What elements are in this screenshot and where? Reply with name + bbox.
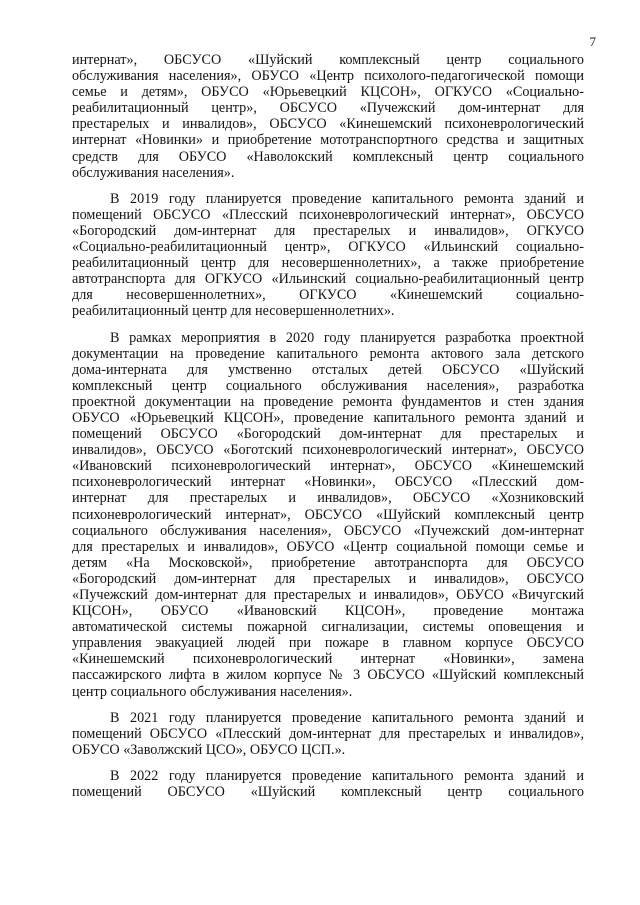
text-line: помещений ОБСУСО «Плесский дом-интернат для престарелых и инвалидов», xyxy=(72,725,584,742)
text-line: социального обслуживания населения», ОБСУСО «Пучежский дом-интернат xyxy=(72,522,584,539)
text-line: центр социального обслуживания населения». xyxy=(72,683,353,700)
text-line: средств для ОБУСО «Наволокский комплексный центр социального xyxy=(72,148,584,165)
text-line: реабилитационный центр для несовершеннолетних». xyxy=(72,303,395,320)
text-line: «Социально-реабилитационный центр», ОГКУСО «Ильинский социально- xyxy=(72,239,584,256)
page-number: 7 xyxy=(589,34,596,49)
text-line: интернат для престарелых и инвалидов», ОБСУСО «Хозниковский xyxy=(72,490,584,507)
text-line: инвалидов», ОБСУСО «Боготский психоневрологический интернат», ОБСУСО xyxy=(72,442,584,459)
text-line: автотранспорта для ОГКУСО «Ильинский социально-реабилитационный центр xyxy=(72,271,584,288)
text-line: пассажирского лифта в жилом корпусе № 3 ОБСУСО «Шуйский комплексный xyxy=(72,667,584,684)
text-line: В 2019 году планируется проведение капитального ремонта зданий и xyxy=(110,190,584,207)
text-line: ОБУСО «Юрьевецкий КЦСОН», проведение капитального ремонта зданий и xyxy=(72,409,584,426)
paragraph-p1 xyxy=(72,52,584,181)
text-line: психоневрологический интернат «Новинки», ОБСУСО «Плесский дом- xyxy=(72,474,584,491)
text-line: интернат «Новинки» и приобретение мототранспортного средства и защитных xyxy=(72,132,584,149)
text-line: В рамках мероприятия в 2020 году планируется разработка проектной xyxy=(110,329,584,346)
text-line: комплексный центр социального обслуживания населения», разработка xyxy=(72,377,584,394)
text-line: престарелых и инвалидов», ОБСУСО «Кинешемский психоневрологический xyxy=(72,116,584,133)
text-line: для несовершеннолетних», ОГКУСО «Кинешемский социально- xyxy=(72,287,584,304)
text-line: управления эвакуацией людей при пожаре в главном корпусе ОБСУСО xyxy=(72,635,584,652)
text-line: «Кинешемский психоневрологический интернат «Новинки», замена xyxy=(72,651,584,668)
text-line: помещений ОБСУСО «Плесский психоневрологический интернат», ОБСУСО xyxy=(72,206,584,223)
text-line: детям «На Московской», приобретение автотранспорта для ОБСУСО xyxy=(72,554,584,571)
text-line: обслуживания населения», ОБУСО «Центр психолого-педагогической помощи xyxy=(72,68,584,85)
paragraph-p4 xyxy=(72,710,584,758)
text-line: автоматической системы пожарной сигнализации, системы оповещения и xyxy=(72,619,584,636)
text-line: «Богородский дом-интернат для престарелых и инвалидов», ОГКУСО xyxy=(72,222,584,239)
text-line: ОБУСО «Заволжский ЦСО», ОБУСО ЦСП.». xyxy=(72,741,346,758)
text-line: КЦСОН», ОБУСО «Ивановский КЦСОН», проведение монтажа xyxy=(72,603,584,620)
text-line: «Ивановский психоневрологический интернат», ОБСУСО «Кинешемский xyxy=(72,458,584,475)
text-line: интернат», ОБСУСО «Шуйский комплексный центр социального xyxy=(72,52,584,68)
text-line: помещений ОБСУСО «Шуйский комплексный центр социального xyxy=(72,784,584,801)
text-line: реабилитационный центр», ОБСУСО «Пучежский дом-интернат для xyxy=(72,100,584,117)
text-line: В 2022 году планируется проведение капитального ремонта зданий и xyxy=(110,767,584,784)
text-line: проектной документации на проведение ремонта фундаментов и стен здания xyxy=(72,393,584,410)
text-line: психоневрологический интернат», ОБСУСО «Шуйский комплексный центр xyxy=(72,506,584,523)
text-line: помещений ОБСУСО «Богородский дом-интернат для престарелых и xyxy=(72,426,584,443)
text-line: реабилитационный центр для несовершеннолетних», а также приобретение xyxy=(72,255,584,272)
text-line: семье и детям», ОБУСО «Юрьевецкий КЦСОН», ОГКУСО «Социально- xyxy=(72,84,584,101)
paragraph-p3 xyxy=(72,330,584,700)
document-body xyxy=(72,52,584,810)
text-line: дома-интерната для умственно отсталых детей ОБСУСО «Шуйский xyxy=(72,361,584,378)
text-line: «Пучежский дом-интернат для престарелых и инвалидов», ОБУСО «Вичугский xyxy=(72,587,584,603)
text-line: документации на проведение капитального ремонта актового зала детского xyxy=(72,345,584,362)
text-line: «Богородский дом-интернат для престарелых и инвалидов», ОБСУСО xyxy=(72,570,584,587)
paragraph-p2 xyxy=(72,191,584,320)
text-line: В 2021 году планируется проведение капитального ремонта зданий и xyxy=(110,709,584,726)
paragraph-p5 xyxy=(72,768,584,800)
text-line: обслуживания населения». xyxy=(72,164,235,181)
text-line: для престарелых и инвалидов», ОБУСО «Центр социальной помощи семье и xyxy=(72,538,584,555)
